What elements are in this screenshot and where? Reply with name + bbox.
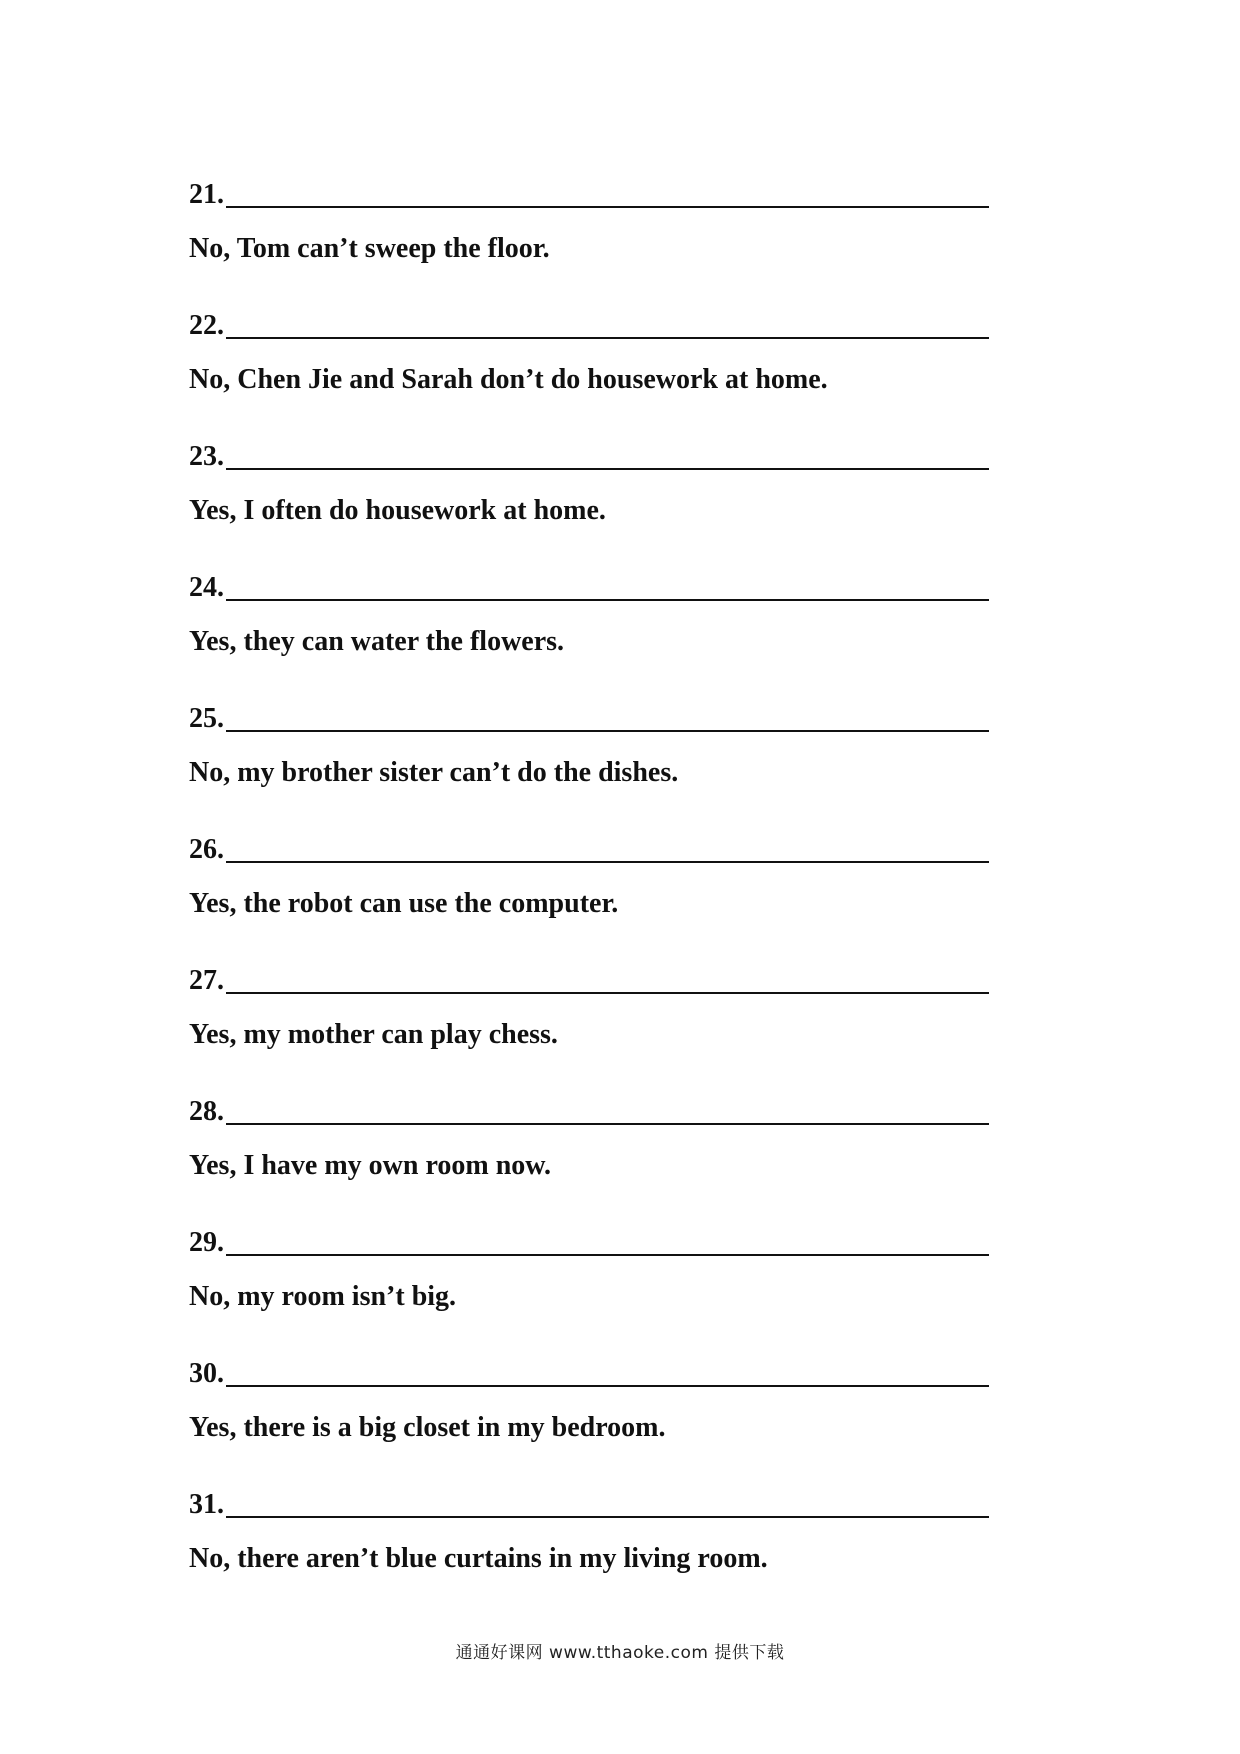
question-item xyxy=(189,150,989,281)
answer-text: No, Tom can’t sweep the floor. xyxy=(189,233,550,264)
answer-blank-line xyxy=(226,730,989,732)
question-line xyxy=(189,1218,989,1258)
question-item xyxy=(189,936,989,1067)
question-number: 25. xyxy=(189,703,224,734)
page-footer: 通通好课网 www.tthaoke.com 提供下载 xyxy=(455,1643,785,1663)
question-number: 23. xyxy=(189,441,224,472)
question-item xyxy=(189,1198,989,1329)
question-number: 31. xyxy=(189,1489,224,1520)
answer-text: No, Chen Jie and Sarah don’t do housework at home. xyxy=(189,364,828,395)
question-line xyxy=(189,170,989,210)
question-number: 28. xyxy=(189,1096,224,1127)
answer-blank-line xyxy=(226,468,989,470)
question-line xyxy=(189,432,989,472)
question-number: 29. xyxy=(189,1227,224,1258)
question-item xyxy=(189,281,989,412)
answer-blank-line xyxy=(226,1123,989,1125)
answer-text: Yes, they can water the flowers. xyxy=(189,626,565,657)
question-number: 21. xyxy=(189,179,224,210)
answer-text: Yes, the robot can use the computer. xyxy=(189,888,619,919)
answer-blank-line xyxy=(226,599,989,601)
question-list xyxy=(189,150,989,1591)
question-line xyxy=(189,563,989,603)
question-line xyxy=(189,956,989,996)
question-item xyxy=(189,543,989,674)
question-line xyxy=(189,301,989,341)
question-number: 30. xyxy=(189,1358,224,1389)
question-number: 22. xyxy=(189,310,224,341)
answer-text: No, my room isn’t big. xyxy=(189,1281,457,1312)
question-line xyxy=(189,825,989,865)
answer-blank-line xyxy=(226,1254,989,1256)
answer-blank-line xyxy=(226,206,989,208)
answer-text: No, there aren’t blue curtains in my living room. xyxy=(189,1543,768,1574)
answer-blank-line xyxy=(226,337,989,339)
answer-text: Yes, my mother can play chess. xyxy=(189,1019,558,1050)
answer-blank-line xyxy=(226,1516,989,1518)
answer-text: Yes, I often do housework at home. xyxy=(189,495,606,526)
question-line xyxy=(189,1087,989,1127)
question-line xyxy=(189,1480,989,1520)
question-item xyxy=(189,1067,989,1198)
answer-text: Yes, I have my own room now. xyxy=(189,1150,551,1181)
answer-blank-line xyxy=(226,1385,989,1387)
question-number: 26. xyxy=(189,834,224,865)
question-number: 24. xyxy=(189,572,224,603)
question-item xyxy=(189,674,989,805)
question-item xyxy=(189,1329,989,1460)
answer-blank-line xyxy=(226,992,989,994)
question-item xyxy=(189,412,989,543)
answer-text: Yes, there is a big closet in my bedroom. xyxy=(189,1412,666,1443)
answer-blank-line xyxy=(226,861,989,863)
question-line xyxy=(189,1349,989,1389)
question-line xyxy=(189,694,989,734)
question-number: 27. xyxy=(189,965,224,996)
question-item xyxy=(189,805,989,936)
answer-text: No, my brother sister can’t do the dishes. xyxy=(189,757,679,788)
question-item xyxy=(189,1460,989,1591)
